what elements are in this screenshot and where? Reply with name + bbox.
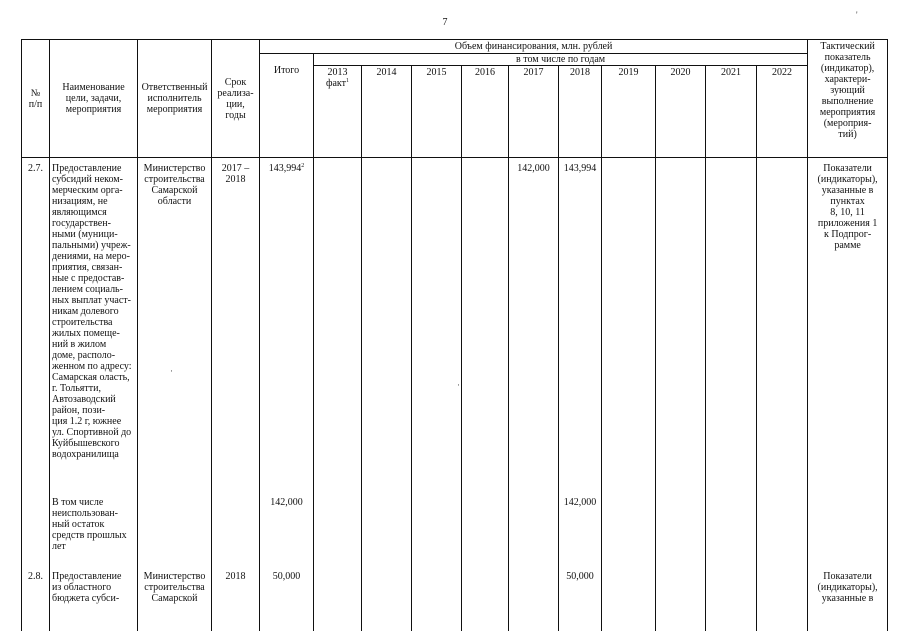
- row-value-2018: 143,994: [559, 161, 602, 489]
- row-num: 2.7.: [22, 161, 50, 489]
- row-term: [212, 489, 260, 559]
- table-row: [22, 559, 888, 631]
- row-executor: Министерство строительства Самарской области: [138, 161, 212, 489]
- row-total: 142,000: [260, 489, 314, 559]
- col-header-year-2022: 2022: [757, 66, 808, 158]
- row-executor: Министерство строительства Самарской: [138, 559, 212, 631]
- row-value-2017: [509, 489, 559, 559]
- row-num: 2.8.: [22, 559, 50, 631]
- col-header-year-2015: 2015: [412, 66, 462, 158]
- col-header-year-2013: [314, 66, 362, 158]
- col-header-year-2017: 2017: [509, 66, 559, 158]
- col-header-year-2021: 2021: [706, 66, 757, 158]
- row-num: [22, 489, 50, 559]
- row-name: Предоставление субсидий неком- мерческим орга- низациям, не являющимся государствен- ными (муници- пальными) учреж- дениями, на меро- приятия, связан- ные с предостав- лением социаль- ных выплат участ- никам долевого строительства жилых помеще- ний в жилом доме, располо- женном по адресу: Самарская оласть, г. Тольятти, Автозаводский район, пози- ция 1.2 г, южнее ул. Спортивной до Куйбышевского водохранилища: [50, 161, 138, 489]
- year-2013-label: 2013: [327, 67, 348, 78]
- col-header-year-2019: 2019: [602, 66, 656, 158]
- col-header-executor: Ответственный исполнитель мероприятия: [138, 40, 212, 158]
- col-header-financing: Объем финансирования, млн. рублей: [260, 40, 808, 54]
- footnote-2: 2: [301, 163, 305, 169]
- col-header-term: Срок реализа- ции, годы: [212, 40, 260, 158]
- col-header-year-2020: 2020: [656, 66, 706, 158]
- col-header-name: Наименование цели, задачи, мероприятия: [50, 40, 138, 158]
- row-executor: [138, 489, 212, 559]
- row-indicator: Показатели (индикаторы), указанные в пунктах 8, 10, 11 приложения 1 к Подпрог- рамме: [808, 161, 888, 489]
- row-value-2018: 142,000: [559, 489, 602, 559]
- col-header-num: № п/п: [22, 40, 50, 158]
- row-term: 2017 – 2018: [212, 161, 260, 489]
- col-header-year-2016: 2016: [462, 66, 509, 158]
- row-name: В том числе неиспользован- ный остаток средств прошлых лет: [50, 489, 138, 559]
- row-total-value: 143,994: [268, 163, 302, 174]
- row-total: [260, 161, 314, 489]
- col-header-year-2018: 2018: [559, 66, 602, 158]
- row-indicator: Показатели (индикаторы), указанные в: [808, 559, 888, 631]
- row-term: 2018: [212, 559, 260, 631]
- col-header-total: Итого: [260, 54, 314, 158]
- year-2013-note: факт: [325, 78, 346, 89]
- row-total: 50,000: [260, 559, 314, 631]
- page-number: 7: [442, 17, 448, 28]
- scan-mark: ·: [457, 380, 460, 390]
- col-header-indicator: Тактический показатель (индикатор), характери- зующий выполнение мероприятия (мероприя- тий): [808, 40, 888, 158]
- table-row: [22, 489, 888, 559]
- financing-table: [21, 39, 888, 631]
- row-value-2017: [509, 559, 559, 631]
- col-header-by-years: в том числе по годам: [314, 54, 808, 66]
- row-value-2017: 142,000: [509, 161, 559, 489]
- row-indicator: [808, 489, 888, 559]
- row-name: Предоставление из областного бюджета субси-: [50, 559, 138, 631]
- row-value-2018: 50,000: [559, 559, 602, 631]
- footnote-1: 1: [346, 78, 349, 84]
- col-header-year-2014: 2014: [362, 66, 412, 158]
- scan-mark: ·: [170, 366, 173, 376]
- scan-mark: ': [856, 10, 858, 20]
- table-row: [22, 161, 888, 489]
